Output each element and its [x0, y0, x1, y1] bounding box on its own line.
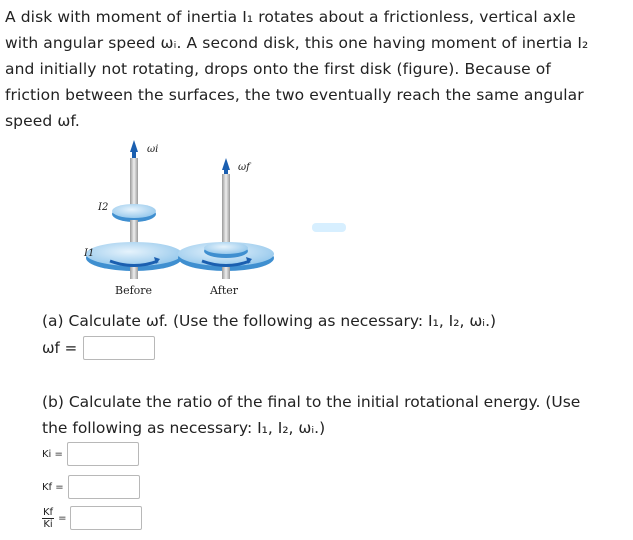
part-b-line-2: the following as necessary: I₁, I₂, ωᵢ.)	[42, 419, 326, 437]
ratio-answer-row	[42, 506, 142, 530]
disk-figure-svg	[60, 130, 380, 305]
ratio-fraction	[42, 507, 54, 530]
ki-label: Ki =	[42, 448, 63, 460]
label-omega-i: ωi	[147, 144, 159, 155]
after-axle	[222, 174, 230, 244]
caption-before: Before	[115, 284, 153, 297]
disk-figure	[60, 130, 380, 305]
disk-1-top	[86, 242, 182, 266]
omega-f-label: ωf =	[42, 339, 78, 357]
ratio-input[interactable]	[70, 506, 142, 530]
omega-f-input[interactable]	[83, 336, 155, 360]
ratio-numerator: Kf	[43, 506, 54, 518]
ki-answer-row	[42, 442, 139, 466]
kf-answer-row	[42, 475, 140, 499]
bottom-axle-after	[222, 267, 230, 279]
after-disk-2-top	[204, 242, 248, 254]
after-assembly	[178, 158, 274, 297]
problem-line-5: speed ωf.	[5, 112, 80, 130]
problem-line-4: friction between the surfaces, the two eventually reach the same angular	[5, 86, 584, 104]
label-I2: I2	[98, 202, 109, 213]
kf-input[interactable]	[68, 475, 140, 499]
caption-after: After	[210, 284, 239, 297]
disk-2-top	[112, 204, 156, 218]
part-b-prompt	[42, 389, 612, 441]
problem-line-3: and initially not rotating, drops onto the first disk (figure). Because of	[5, 60, 551, 78]
ratio-denominator: Ki	[43, 518, 53, 530]
problem-statement	[5, 4, 625, 134]
problem-line-2: with angular speed ωᵢ. A second disk, this one having moment of inertia I₂	[5, 34, 589, 52]
part-b-line-1: (b) Calculate the ratio of the final to the initial rotational energy. (Use	[42, 393, 581, 411]
label-I1: I1	[84, 248, 95, 259]
part-a-prompt: (a) Calculate ωf. (Use the following as necessary: I₁, I₂, ωᵢ.)	[42, 312, 497, 330]
before-assembly	[83, 140, 182, 297]
label-omega-f: ωf	[238, 162, 250, 173]
part-a-answer-row	[42, 336, 155, 360]
kf-label: Kf =	[42, 481, 64, 493]
problem-line-1: A disk with moment of inertia I₁ rotates about a frictionless, vertical axle	[5, 8, 576, 26]
bottom-axle-before	[130, 267, 138, 279]
ki-input[interactable]	[67, 442, 139, 466]
upper-axle	[130, 158, 138, 210]
ratio-equals: =	[58, 512, 67, 524]
